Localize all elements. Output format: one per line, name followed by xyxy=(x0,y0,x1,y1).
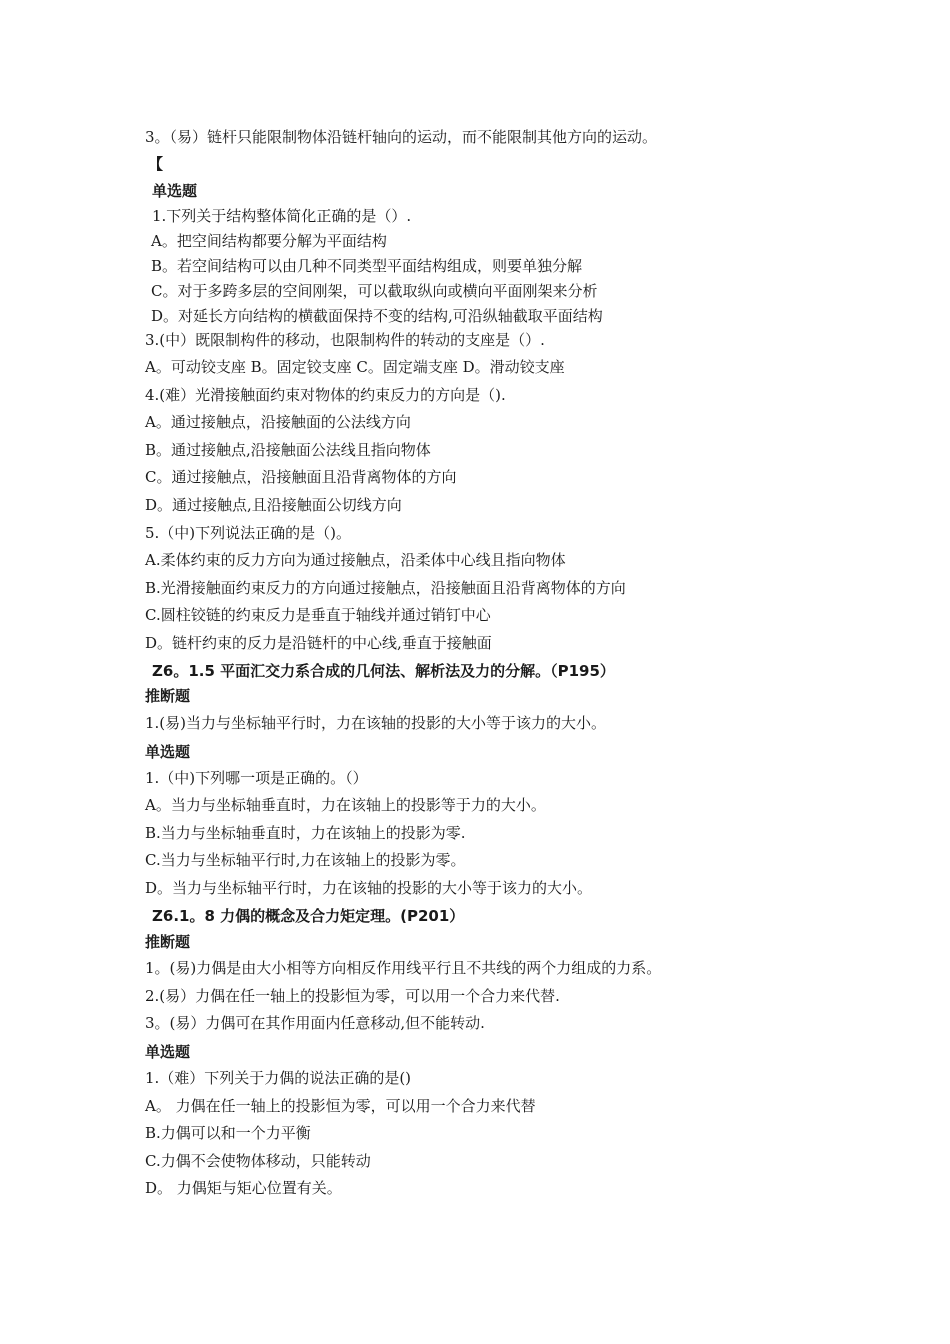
section-heading: 单选题 xyxy=(152,182,198,200)
option-line: D。通过接触点,且沿接触面公切线方向 xyxy=(145,496,402,514)
bracket-mark: 【 xyxy=(148,155,164,173)
section-heading: 推断题 xyxy=(145,687,191,705)
chapter-heading: Z6。1.5 平面汇交力系合成的几何法、解析法及力的分解。（P195） xyxy=(152,662,615,680)
question-line: 1。(易)力偶是由大小相等方向相反作用线平行且不共线的两个力组成的力系。 xyxy=(145,959,662,977)
option-line: C。通过接触点，沿接触面且沿背离物体的方向 xyxy=(145,468,457,486)
option-line: A。当力与坐标轴垂直时，力在该轴上的投影等于力的大小。 xyxy=(145,796,546,814)
question-line: 4.(难）光滑接触面约束对物体的约束反力的方向是（). xyxy=(145,386,506,404)
question-line: 1.（中)下列哪一项是正确的。（） xyxy=(145,769,368,787)
question-line: 1.(易)当力与坐标轴平行时，力在该轴的投影的大小等于该力的大小。 xyxy=(145,714,607,732)
option-line: B.当力与坐标轴垂直时，力在该轴上的投影为零. xyxy=(145,824,466,842)
chapter-heading: Z6.1。8 力偶的概念及合力矩定理。(P201） xyxy=(152,907,465,925)
option-line: A。 力偶在任一轴上的投影恒为零，可以用一个合力来代替 xyxy=(145,1097,536,1115)
question-line: 2.(易）力偶在任一轴上的投影恒为零，可以用一个合力来代替. xyxy=(145,987,560,1005)
question-line: 3.(中）既限制构件的移动，也限制构件的转动的支座是（）. xyxy=(145,331,545,349)
option-line: D。对延长方向结构的横截面保持不变的结构,可沿纵轴截取平面结构 xyxy=(151,307,603,325)
option-line: B.光滑接触面约束反力的方向通过接触点，沿接触面且沿背离物体的方向 xyxy=(145,579,626,597)
text-line: 3。（易）链杆只能限制物体沿链杆轴向的运动，而不能限制其他方向的运动。 xyxy=(145,128,658,146)
question-line: 1.（难）下列关于力偶的说法正确的是() xyxy=(145,1069,412,1087)
question-line: 5.（中)下列说法正确的是（)。 xyxy=(145,524,352,542)
option-line: B.力偶可以和一个力平衡 xyxy=(145,1124,311,1142)
option-line: D。链杆约束的反力是沿链杆的中心线,垂直于接触面 xyxy=(145,634,492,652)
section-heading: 推断题 xyxy=(145,933,191,951)
option-line: B。通过接触点,沿接触面公法线且指向物体 xyxy=(145,441,431,459)
option-line: A.柔体约束的反力方向为通过接触点，沿柔体中心线且指向物体 xyxy=(145,551,566,569)
option-line: B。若空间结构可以由几种不同类型平面结构组成，则要单独分解 xyxy=(151,257,583,275)
option-line: C.当力与坐标轴平行时,力在该轴上的投影为零。 xyxy=(145,851,466,869)
option-line: A。把空间结构都要分解为平面结构 xyxy=(151,232,387,250)
option-line: D。 力偶矩与矩心位置有关。 xyxy=(145,1179,342,1197)
option-line: D。当力与坐标轴平行时，力在该轴的投影的大小等于该力的大小。 xyxy=(145,879,593,897)
question-line: 3。(易）力偶可在其作用面内任意移动,但不能转动. xyxy=(145,1014,485,1032)
option-line: C.力偶不会使物体移动，只能转动 xyxy=(145,1152,371,1170)
option-line: C。对于多跨多层的空间刚架，可以截取纵向或横向平面刚架来分析 xyxy=(151,282,598,300)
question-line: 1.下列关于结构整体简化正确的是（）. xyxy=(152,207,412,225)
option-line: A。可动铰支座 B。固定铰支座 C。固定端支座 D。滑动铰支座 xyxy=(145,358,565,376)
section-heading: 单选题 xyxy=(145,1043,191,1061)
option-line: A。通过接触点，沿接触面的公法线方向 xyxy=(145,413,411,431)
section-heading: 单选题 xyxy=(145,743,191,761)
option-line: C.圆柱铰链的约束反力是垂直于轴线并通过销钉中心 xyxy=(145,606,491,624)
